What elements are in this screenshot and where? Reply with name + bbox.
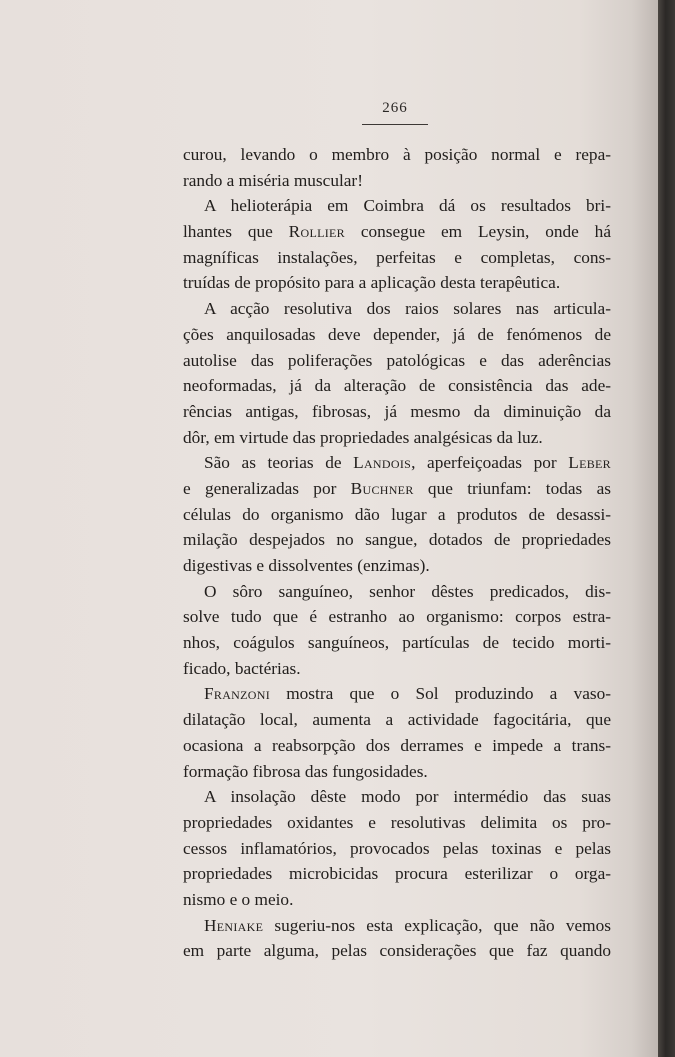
text-line: rências antigas, fibrosas, já mesmo da diminuição da	[183, 401, 611, 421]
text-line: O sôro sanguíneo, senhor dêstes predicados, dis-	[204, 581, 611, 601]
page-number: 266	[382, 100, 408, 116]
author-name: Landois	[353, 453, 412, 473]
body-text	[183, 142, 611, 964]
book-edge	[658, 0, 675, 1057]
text-line: dôr, em virtude das propriedades analgésicas da luz.	[183, 427, 543, 447]
text-line: milação despejados no sangue, dotados de propriedades	[183, 530, 611, 550]
text-line: digestivas e dissolventes (enzimas).	[183, 556, 430, 575]
text-line: lhantes que Rollier consegue em Leysin, onde há	[183, 222, 611, 242]
text-line: dilatação local, aumenta a actividade fagocitária, que	[183, 710, 611, 730]
author-name: Leber	[568, 453, 611, 473]
text-line: propriedades microbicidas procura esterilizar o orga-	[183, 864, 611, 884]
text-line: Heniake sugeriu-nos esta explicação, que não vemos	[204, 915, 611, 935]
text-line: solve tudo que é estranho ao organismo: corpos estra-	[183, 607, 611, 627]
text-line: ções anquilosadas deve depender, já de fenómenos de	[183, 324, 611, 344]
text-line: A insolação dêste modo por intermédio das suas	[204, 787, 611, 807]
text-line: A acção resolutiva dos raios solares nas articula-	[204, 299, 611, 319]
text-line: A helioterápia em Coimbra dá os resultados bri-	[204, 196, 611, 216]
text-line: nhos, coágulos sanguíneos, partículas de tecido morti-	[183, 633, 611, 653]
header-rule	[362, 124, 428, 125]
text-line: magníficas instalações, perfeitas e completas, cons-	[183, 247, 611, 267]
text-line: formação fibrosa das fungosidades.	[183, 761, 428, 781]
text-line: propriedades oxidantes e resolutivas delimita os pro-	[183, 812, 611, 832]
text-line: Franzoni mostra que o Sol produzindo a vaso-	[204, 684, 611, 704]
text-line: e generalizadas por Buchner que triunfam: todas as	[183, 478, 611, 498]
text-line: nismo e o meio.	[183, 889, 294, 909]
author-name: Buchner	[350, 478, 414, 498]
text-line: cessos inflamatórios, provocados pelas toxinas e pelas	[183, 838, 611, 858]
text-line: rando a miséria muscular!	[183, 170, 363, 190]
text-line: truídas de propósito para a aplicação desta terapêutica.	[183, 273, 561, 293]
text-line: ocasiona a reabsorpção dos derrames e impede a trans-	[183, 735, 611, 755]
text-line: células do organismo dão lugar a produtos de desassi-	[183, 504, 611, 524]
author-name: Heniake	[204, 915, 264, 935]
text-line: autolise das poliferações patológicas e das aderências	[183, 350, 611, 370]
text-line: em parte alguma, pelas considerações que faz quando	[183, 941, 611, 961]
text-line: curou, levando o membro à posição normal e repa-	[183, 145, 611, 164]
author-name: Rollier	[288, 222, 345, 242]
author-name: Franzoni	[204, 684, 271, 704]
text-line: neoformadas, já da alteração de consistência das ade-	[183, 376, 611, 396]
text-line: São as teorias de Landois, aperfeiçoadas por Leber	[204, 453, 611, 473]
text-line: ficado, bactérias.	[183, 658, 301, 678]
